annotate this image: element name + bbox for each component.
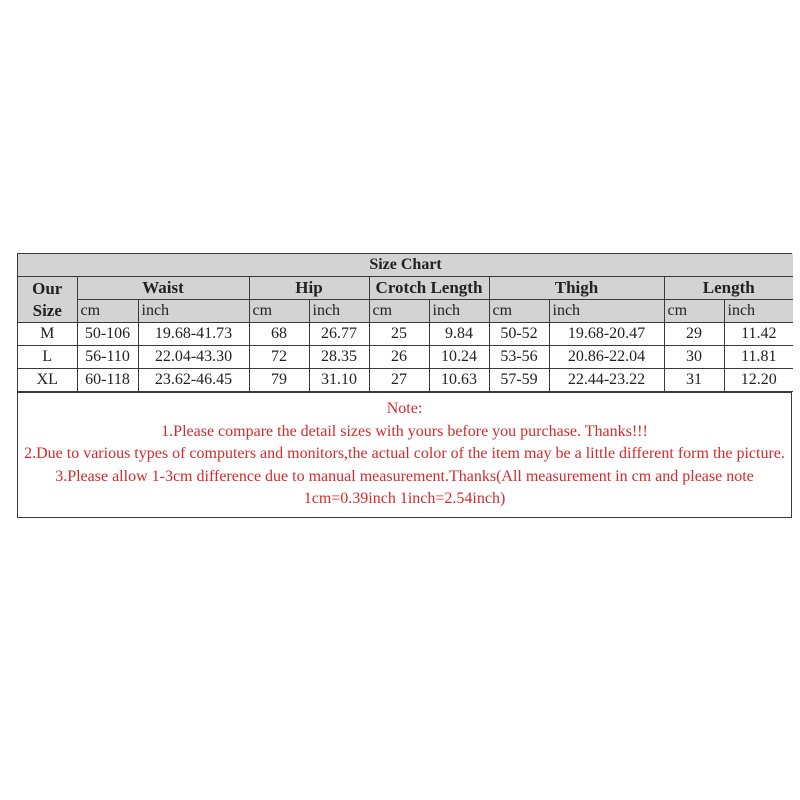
value-cell: 28.35 bbox=[309, 346, 369, 369]
table-row bbox=[18, 323, 793, 346]
notes-title: Note: bbox=[386, 400, 423, 417]
value-cell: 19.68-20.47 bbox=[549, 323, 664, 346]
value-cell: 11.81 bbox=[724, 346, 793, 369]
table-row bbox=[18, 369, 793, 392]
value-cell: 50-52 bbox=[489, 323, 549, 346]
value-cell: 22.04-43.30 bbox=[138, 346, 249, 369]
value-cell: 12.20 bbox=[724, 369, 793, 392]
unit-cell: cm bbox=[664, 300, 724, 323]
value-cell: 79 bbox=[249, 369, 309, 392]
value-cell: 31 bbox=[664, 369, 724, 392]
value-cell: 23.62-46.45 bbox=[138, 369, 249, 392]
size-header bbox=[18, 277, 77, 323]
unit-cell: inch bbox=[309, 300, 369, 323]
length-header: Length bbox=[664, 277, 793, 300]
value-cell: 60-118 bbox=[77, 369, 138, 392]
note-line-2: 2.Due to various types of computers and monitors,the actual color of the item may be a little different form the picture. bbox=[24, 445, 785, 462]
hip-header: Hip bbox=[249, 277, 369, 300]
unit-cell: inch bbox=[549, 300, 664, 323]
value-cell: 22.44-23.22 bbox=[549, 369, 664, 392]
unit-cell: cm bbox=[77, 300, 138, 323]
value-cell: 10.63 bbox=[429, 369, 489, 392]
value-cell: 11.42 bbox=[724, 323, 793, 346]
value-cell: 9.84 bbox=[429, 323, 489, 346]
unit-cell: inch bbox=[724, 300, 793, 323]
value-cell: 19.68-41.73 bbox=[138, 323, 249, 346]
size-cell: M bbox=[18, 323, 77, 346]
size-cell: XL bbox=[18, 369, 77, 392]
value-cell: 27 bbox=[369, 369, 429, 392]
value-cell: 29 bbox=[664, 323, 724, 346]
value-cell: 50-106 bbox=[77, 323, 138, 346]
value-cell: 72 bbox=[249, 346, 309, 369]
crotch-length-header: Crotch Length bbox=[369, 277, 489, 300]
value-cell: 56-110 bbox=[77, 346, 138, 369]
unit-cell: cm bbox=[249, 300, 309, 323]
unit-cell: inch bbox=[138, 300, 249, 323]
size-table bbox=[18, 254, 793, 392]
size-chart bbox=[17, 253, 792, 518]
value-cell: 20.86-22.04 bbox=[549, 346, 664, 369]
table-row bbox=[18, 346, 793, 369]
value-cell: 26 bbox=[369, 346, 429, 369]
unit-cell: cm bbox=[369, 300, 429, 323]
size-header-line1: Our bbox=[32, 278, 63, 298]
notes-section bbox=[18, 392, 791, 517]
size-header-line2: Size bbox=[32, 300, 62, 320]
value-cell: 26.77 bbox=[309, 323, 369, 346]
note-line-3: 3.Please allow 1-3cm difference due to manual measurement.Thanks(All measurement in cm and please note 1cm=0.39inch 1inch=2.54inch) bbox=[55, 467, 754, 507]
chart-title: Size Chart bbox=[18, 254, 793, 277]
size-cell: L bbox=[18, 346, 77, 369]
value-cell: 30 bbox=[664, 346, 724, 369]
value-cell: 57-59 bbox=[489, 369, 549, 392]
waist-header: Waist bbox=[77, 277, 249, 300]
value-cell: 68 bbox=[249, 323, 309, 346]
unit-cell: inch bbox=[429, 300, 489, 323]
value-cell: 25 bbox=[369, 323, 429, 346]
note-line-1: 1.Please compare the detail sizes with yours before you purchase. Thanks!!! bbox=[161, 422, 648, 440]
value-cell: 53-56 bbox=[489, 346, 549, 369]
unit-cell: cm bbox=[489, 300, 549, 323]
value-cell: 31.10 bbox=[309, 369, 369, 392]
thigh-header: Thigh bbox=[489, 277, 664, 300]
value-cell: 10.24 bbox=[429, 346, 489, 369]
